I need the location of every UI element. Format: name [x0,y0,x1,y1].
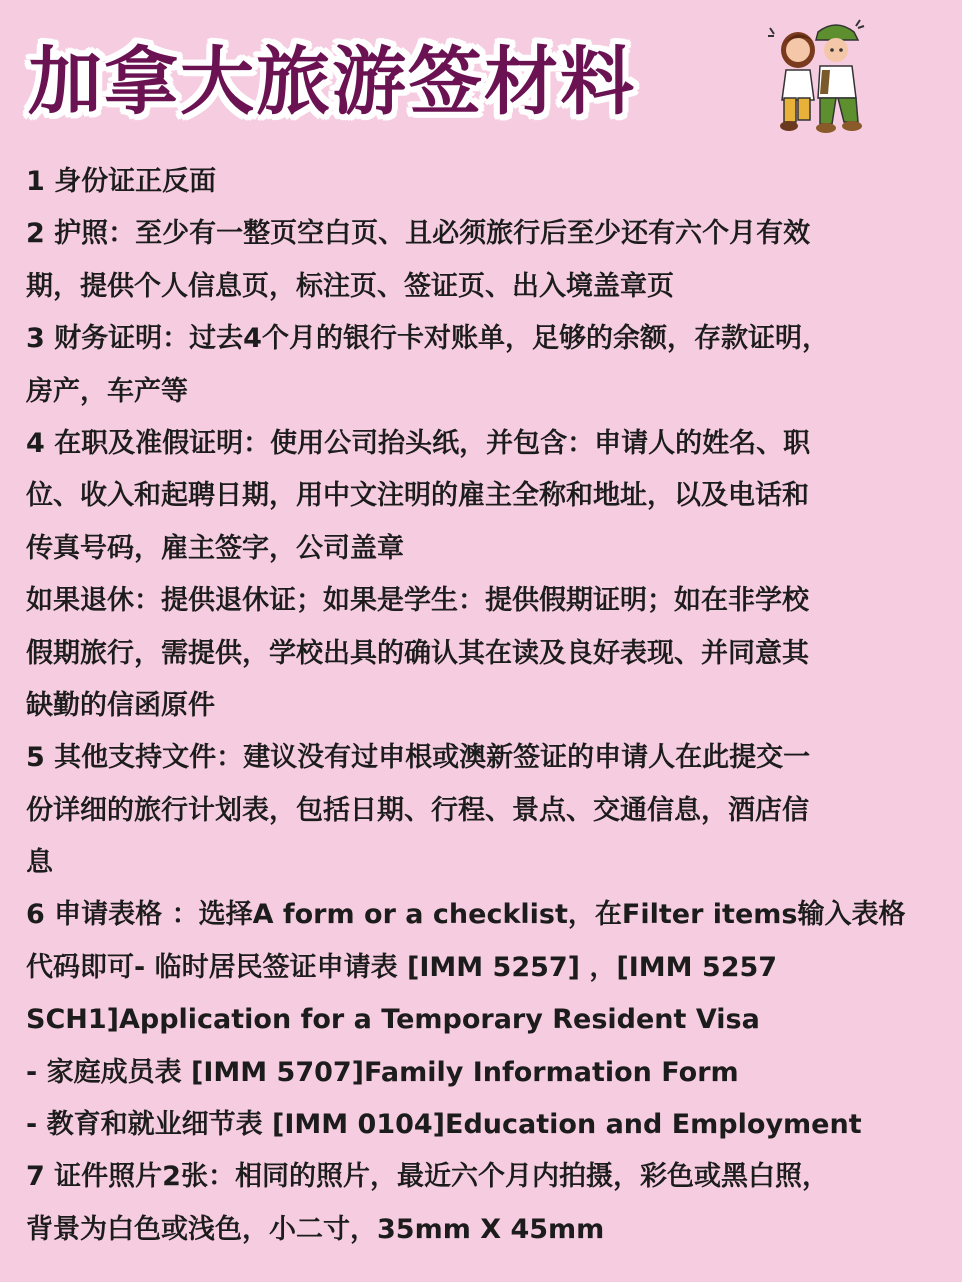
text-line: 缺勤的信函原件 [26,689,215,721]
text-line: 6 申请表格 ：选择A form or a checklist，在Filter items输入表格 [26,899,906,931]
text-line: - 教育和就业细节表 [IMM 0104]Education and Employment [26,1109,862,1141]
text-line: 4 在职及准假证明：使用公司抬头纸，并包含：申请人的姓名、职 [26,427,811,459]
materials-list [26,156,926,1256]
text-line: 位、收入和起聘日期，用中文注明的雇主全称和地址，以及电话和 [26,480,809,512]
travelers-illustration-icon [760,14,872,136]
text-line: 息 [26,847,53,879]
page-title: 加拿大旅游签材料 [28,39,636,125]
text-line: 房产，车产等 [26,375,188,407]
text-line: 2 护照：至少有一整页空白页、且必须旅行后至少还有六个月有效 [26,218,811,250]
text-line: 份详细的旅行计划表，包括日期、行程、景点、交通信息，酒店信 [26,794,809,826]
text-line: 如果退休：提供退休证；如果是学生：提供假期证明；如在非学校 [26,585,809,617]
text-line: SCH1]Application for a Temporary Resident Visa [26,1004,760,1036]
text-line: 传真号码，雇主签字，公司盖章 [26,532,404,564]
text-line: 代码即可- 临时居民签证申请表 [IMM 5257] ，[IMM 5257 [26,951,778,983]
text-line: 期，提供个人信息页，标注页、签证页、出入境盖章页 [26,270,674,302]
text-line: 5 其他支持文件：建议没有过申根或澳新签证的申请人在此提交一 [26,742,811,774]
text-line: 7 证件照片2张：相同的照片，最近六个月内拍摄，彩色或黑白照， [26,1161,829,1193]
text-line: - 家庭成员表 [IMM 5707]Family Information Form [26,1056,739,1088]
text-line: 1 身份证正反面 [26,166,217,197]
text-line: 假期旅行，需提供，学校出具的确认其在读及良好表现、并同意其 [26,637,809,669]
text-line: 背景为白色或浅色，小二寸，35mm X 45mm [26,1213,605,1245]
text-line: 3 财务证明：过去4个月的银行卡对账单，足够的余额，存款证明， [26,323,829,355]
